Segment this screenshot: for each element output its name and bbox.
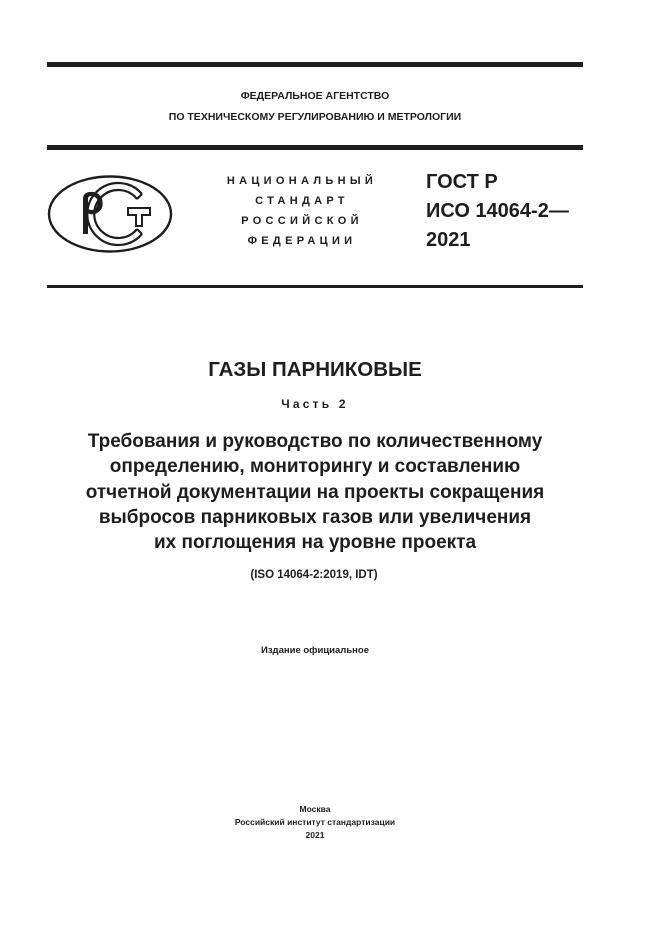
national-standard-line: РОССИЙСКОЙ [241, 215, 363, 227]
document-part: Часть 2 [281, 397, 349, 411]
designation-line: ИСО 14064-2— [426, 200, 569, 222]
rst-certification-logo-icon [46, 174, 176, 256]
agency-line-1: ФЕДЕРАЛЬНОЕ АГЕНТСТВО [240, 90, 390, 102]
agency-line-2: ПО ТЕХНИЧЕСКОМУ РЕГУЛИРОВАНИЮ И МЕТРОЛОГИИ [168, 111, 462, 123]
edition-label: Издание официальное [261, 645, 369, 656]
designation-line: ГОСТ Р [426, 171, 498, 193]
header-rule [47, 145, 583, 150]
national-standard-line: СТАНДАРТ [255, 195, 349, 207]
designation-line: 2021 [426, 229, 471, 251]
national-standard-line: ФЕДЕРАЦИИ [247, 235, 357, 247]
agency-header [47, 86, 583, 128]
top-rule [47, 62, 583, 67]
imprint [0, 803, 630, 842]
imprint-publisher: Российский институт стандартизации [234, 817, 396, 827]
subtitle-line: выбросов парниковых газов или увеличения [98, 506, 532, 528]
subtitle-line: Требования и руководство по количественному [87, 431, 543, 452]
national-standard-label [212, 171, 392, 251]
standard-designation [426, 168, 569, 255]
subtitle-line: определению, мониторингу и составлению [109, 456, 521, 478]
national-standard-line: НАЦИОНАЛЬНЫЙ [226, 175, 378, 187]
imprint-year: 2021 [305, 830, 325, 840]
subtitle-line: отчетной документации на проекты сокращения [85, 481, 545, 503]
imprint-city: Москва [299, 804, 331, 814]
iso-reference: (ISO 14064-2:2019, IDT) [250, 569, 378, 581]
document-title: ГАЗЫ ПАРНИКОВЫЕ [208, 358, 422, 381]
document-subtitle [40, 429, 590, 555]
subtitle-line: их поглощения на уровне проекта [153, 532, 477, 554]
masthead-bottom-rule [47, 285, 583, 288]
